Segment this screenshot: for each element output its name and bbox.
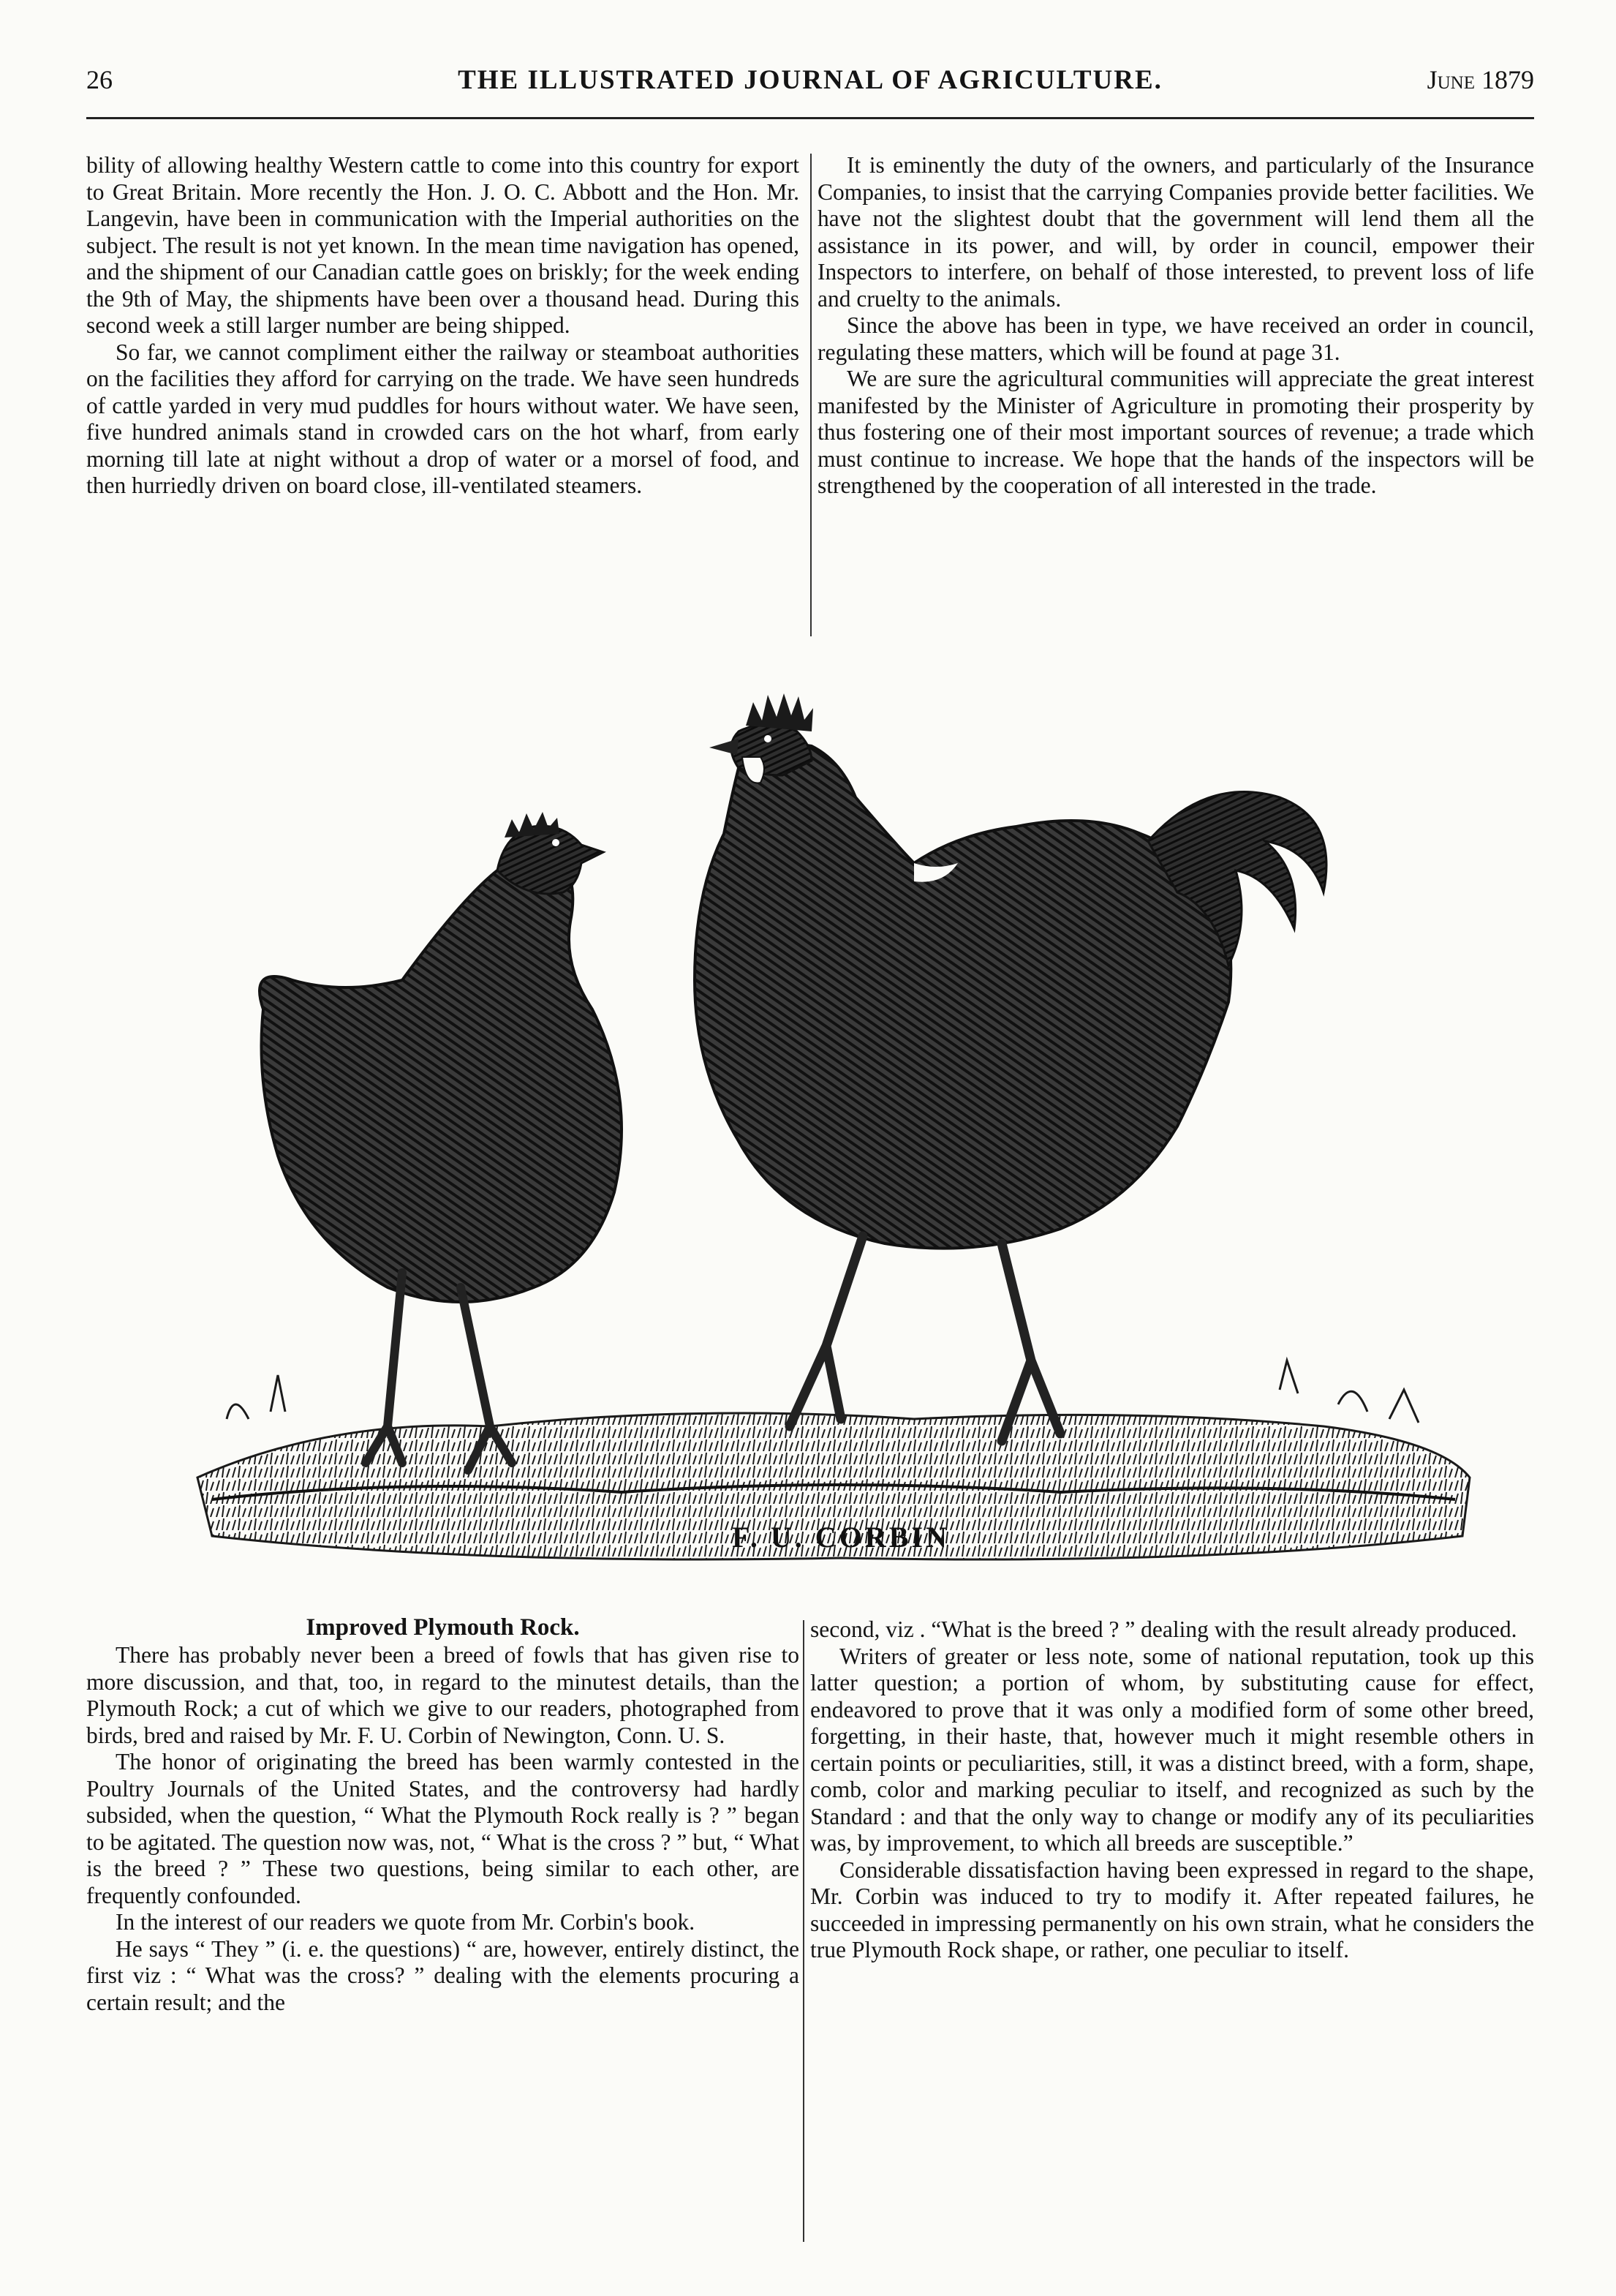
plymouth-rock-engraving	[183, 688, 1514, 1609]
paragraph: It is eminently the duty of the owners, and particularly of the Insurance Companies, to insist that the carrying Companies provide better facilities. We have not the slightest doubt that the government will lend them all the assistance in its power, and will, by order in council, empower their Inspectors to interfere, on behalf of those interested, to prevent loss of life and cruelty to the animals.	[818, 152, 1534, 312]
paragraph: second, viz . “What is the breed ? ” dealing with the result already produced.	[810, 1616, 1517, 1642]
engraving-illustration	[183, 688, 1514, 1609]
paragraph: We are sure the agricultural communities will appreciate the great interest manifested by the Minister of Agriculture in promoting their prosperity by thus fostering one of their most important sources of revenue; a trade which must continue to increase. We hope that the hands of the inspectors will be strengthened by the cooperation of all interested in the trade.	[818, 366, 1534, 498]
paragraph: bility of allowing healthy Western cattle to come into this country for export to Great Britain. More recently the Hon. J. O. C. Abbott and the Hon. Mr. Langevin, have been in communication with the Imperial authorities on the subject. The result is not yet known. In the mean time navigation has opened, and the shipment of our Canadian cattle goes on briskly; for the week ending the 9th of May, the shipments have been over a thousand head. During this second week a still larger number are being shipped.	[86, 152, 799, 338]
page-header	[86, 64, 1534, 108]
paragraph: So far, we cannot compliment either the railway or steamboat authorities on the facilities they afford for carrying on the trade. We have seen hundreds of cattle yarded in very mud puddles for hours without water. We have seen, five hundred animals stand in crowded cars on the hot wharf, from early morning till late at night without a drop of water or a morsel of food, and then hurriedly driven on board close, ill-ventilated steamers.	[86, 339, 799, 498]
article-title: Improved Plymouth Rock.	[306, 1614, 580, 1641]
paragraph: In the interest of our readers we quote from Mr. Corbin's book.	[116, 1909, 695, 1935]
ground-plants	[227, 1360, 1419, 1423]
paragraph: Since the above has been in type, we have received an order in council, regulating these matters, which will be found at page 31.	[818, 312, 1534, 365]
top-left-column	[86, 152, 799, 500]
rooster-body	[695, 745, 1231, 1249]
journal-title: THE ILLUSTRATED JOURNAL OF AGRICULTURE.	[458, 65, 1163, 95]
rooster-head	[731, 724, 812, 775]
page-number: 26	[86, 65, 113, 94]
paragraph: He says “ They ” (i. e. the questions) “ are, however, entirely distinct, the first viz : “ What was the cross? ” dealing with the elements procuring a certain result; and the	[86, 1935, 799, 2015]
column-divider	[810, 154, 812, 636]
rooster-beak	[709, 739, 739, 755]
paragraph: Writers of greater or less note, some of national reputation, took up this latter question; a portion of whom, by substituting cause for effect, endeavored to prove that it was only a modified form of some other breed, forgetting, in their haste, that, however much it might resemble others in certain points or peculiarities, still, it was a distinct breed, with a form, shape, comb, color and marking peculiar to itself, and recognized as such by the Standard : and that the only way to change or modify any of its peculiarities was, by improvement, to which all breeds are susceptible.”	[810, 1643, 1534, 1856]
issue-date: June 1879	[1427, 65, 1534, 94]
rooster-legs	[790, 1236, 1060, 1441]
article-right-column	[810, 1616, 1534, 1964]
paragraph: The honor of originating the breed has been warmly contested in the Poultry Journals of the United States, and the controversy had hardly subsided, when the question, “ What the Plymouth Rock really is ? ” began to be agitated. The question now was, not, “ What is the cross ? ” but, “ What is the breed ? ” These two questions, being similar to each other, are frequently confounded.	[86, 1749, 799, 1908]
hen-body	[260, 859, 622, 1302]
header-rule	[86, 117, 1534, 119]
top-right-column	[818, 152, 1534, 500]
article-left-column	[86, 1613, 799, 2016]
paragraph: Considerable dissatisfaction having been expressed in regard to the shape, Mr. Corbin was induced to try to modify it. After repeated failures, he succeeded in impressing permanently on his own strain, what he considers the true Plymouth Rock shape, or rather, one peculiar to itself.	[810, 1856, 1534, 1962]
engraver-signature: F. U. CORBIN	[732, 1521, 950, 1554]
rooster-comb	[746, 693, 813, 731]
column-divider	[803, 1620, 804, 2242]
hen-comb	[505, 812, 559, 838]
paragraph: There has probably never been a breed of fowls that has given rise to more discussion, and that, too, in regard to the minutest details, than the Plymouth Rock; a cut of which we give to our readers, photographed from birds, bred and raised by Mr. F. U. Corbin of Newington, Conn. U. S.	[86, 1642, 799, 1748]
